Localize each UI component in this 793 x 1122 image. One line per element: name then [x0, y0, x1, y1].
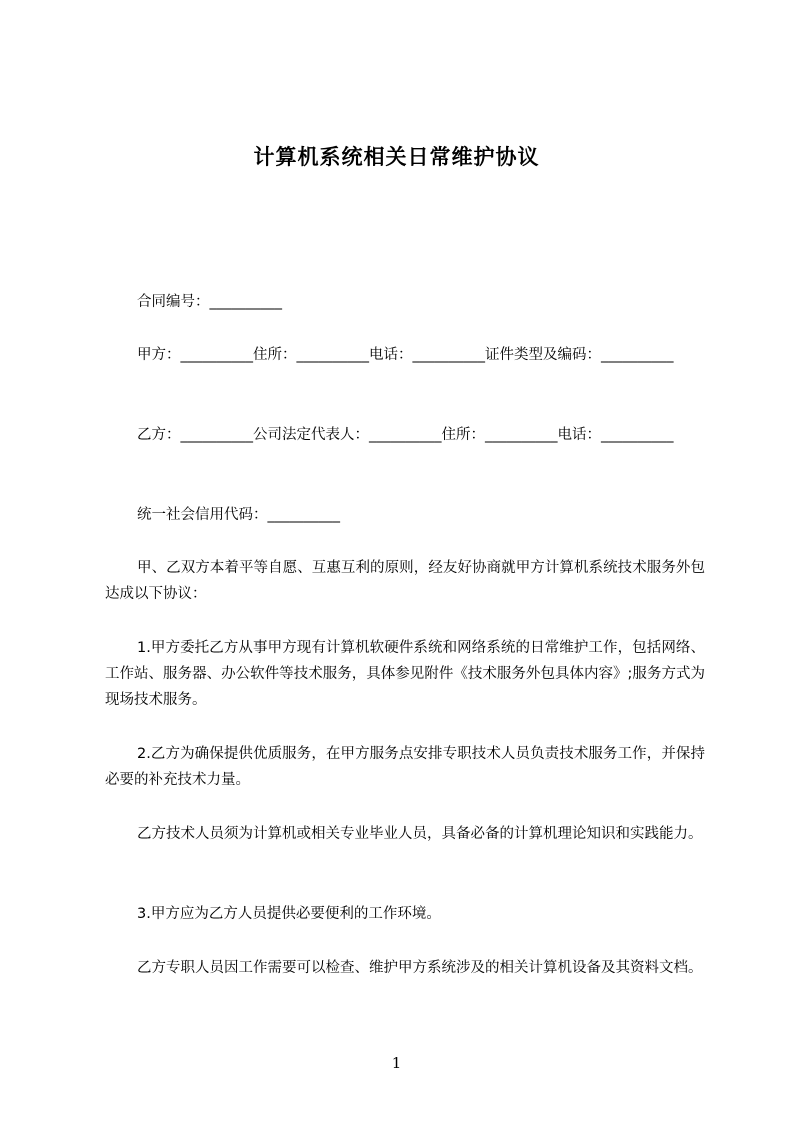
clause-2-note: 乙方技术人员须为计算机或相关专业毕业人员，具备必备的计算机理论知识和实践能力。 [137, 826, 703, 842]
clause-1: 1.甲方委托乙方从事甲方现有计算机软硬件系统和网络系统的日常维护工作，包括网络、工作站、服务器、办公软件等技术服务，具体参见附件《技术服务外包具体内容》;服务方式为现场技术服务。 [105, 640, 705, 708]
party-b-line: 乙方：__________公司法定代表人：__________住所：__________电话：__________ [137, 427, 674, 443]
clause-2: 2.乙方为确保提供优质服务，在甲方服务点安排专职技术人员负责技术服务工作，并保持必要的补充技术力量。 [105, 746, 705, 788]
contract-number-line: 合同编号：__________ [137, 294, 282, 310]
credit-code-line: 统一社会信用代码：__________ [137, 507, 340, 523]
intro-paragraph: 甲、乙双方本着平等自愿、互惠互利的原则，经友好协商就甲方计算机系统技术服务外包达成以下协议： [105, 560, 705, 602]
party-a-line: 甲方：__________住所：__________电话：__________证件类型及编码：__________ [137, 347, 674, 363]
clause-3: 3.甲方应为乙方人员提供必要便利的工作环境。 [137, 906, 441, 922]
document-title: 计算机系统相关日常维护协议 [253, 145, 540, 169]
clause-3-note: 乙方专职人员因工作需要可以检查、维护甲方系统涉及的相关计算机设备及其资料文档。 [137, 960, 703, 976]
page-number: 1 [391, 1054, 402, 1072]
